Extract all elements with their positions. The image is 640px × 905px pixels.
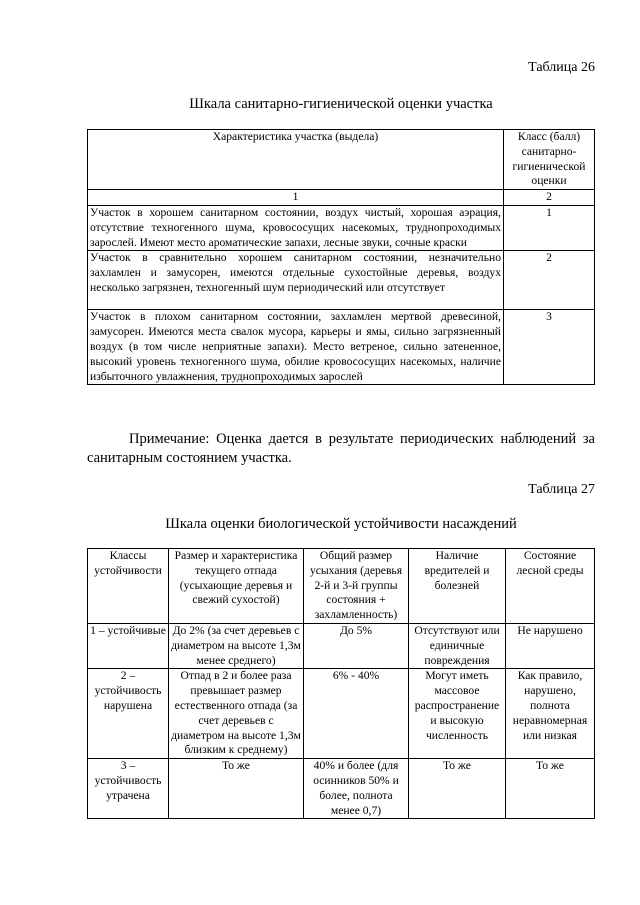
table-cell: До 2% (за счет деревьев с диаметром на высоте 1,3м менее среднего) [169,623,304,668]
table-cell: Могут иметь массовое распространение и высокую численность [409,669,506,759]
table27-label: Таблица 27 [528,482,595,497]
table-row [88,310,595,385]
table26-title: Шкала санитарно-гигиенической оценки участка [189,96,493,112]
column-number: 2 [504,190,595,206]
header-cell: Наличие вредителей и болезней [409,549,506,624]
header-cell: Класс (балл) санитарно-гигиенической оценки [504,130,595,190]
header-cell: Размер и характеристика текущего отпада (усыхающие деревья и свежий сухостой) [169,549,304,624]
table-row [88,623,595,668]
table-cell: До 5% [304,623,409,668]
header-cell: Общий размер усыхания (деревья 2-й и 3-й группы состояния + захламленность) [304,549,409,624]
table-header-row [88,549,595,624]
table-row [88,205,595,250]
header-cell: Характеристика участка (выдела) [88,130,504,190]
row-score: 3 [504,310,595,385]
table-cell: То же [506,759,595,819]
row-description: Участок в хорошем санитарном состоянии, воздух чистый, хорошая аэрация, отсутствие техногенного шума, кровососущих насекомых, труднопроходимых зарослей. Имеют место ароматические запахи, лесные звуки, сочные краски [88,205,504,250]
table-cell: Отсутствуют или единичные повреждения [409,623,506,668]
table-cell: 1 – устойчивые [88,623,169,668]
column-number-row [88,190,595,206]
table-cell: 6% - 40% [304,669,409,759]
table-row [88,251,595,310]
table-row [88,669,595,759]
table26-note: Примечание: Оценка дается в результате периодических наблюдений за санитарным состоянием участка. [87,431,595,466]
table-cell: Не нарушено [506,623,595,668]
header-cell: Классы устойчивости [88,549,169,624]
table-cell: 2 – устойчивость нарушена [88,669,169,759]
row-description: Участок в плохом санитарном состоянии, захламлен мертвой древесиной, замусорен. Имеются места свалок мусора, карьеры и ямы, сильно загрязненный воздух (в том числе неприятные запахи). Место ветреное, сильно затененное, высокий уровень техногенного шума, обилие кровососущих насекомых, наличие избыточного увлажнения, труднопроходимых зарослей [88,310,504,385]
row-score: 1 [504,205,595,250]
table26-label: Таблица 26 [528,60,595,75]
table-cell: 40% и более (для осинников 50% и более, полнота менее 0,7) [304,759,409,819]
table-cell: 3 – устойчивость утрачена [88,759,169,819]
table-cell: То же [409,759,506,819]
table-cell: То же [169,759,304,819]
sanitary-scale-table [87,129,595,385]
header-cell: Состояние лесной среды [506,549,595,624]
table-cell: Отпад в 2 и более раза превышает размер естественного отпада (за счет деревьев с диаметром на высоте 1,3м близким к среднему) [169,669,304,759]
table-row [88,759,595,819]
stability-scale-table [87,548,595,819]
table-header-row [88,130,595,190]
table27-title: Шкала оценки биологической устойчивости насаждений [165,516,517,532]
row-description: Участок в сравнительно хорошем санитарном состоянии, незначительно захламлен и замусорен, имеются отдельные сухостойные деревья, воздух несколько загрязнен, техногенный шум периодический или отсутствует [88,251,504,310]
column-number: 1 [88,190,504,206]
row-score: 2 [504,251,595,310]
table-cell: Как правило, нарушено, полнота неравномерная или низкая [506,669,595,759]
